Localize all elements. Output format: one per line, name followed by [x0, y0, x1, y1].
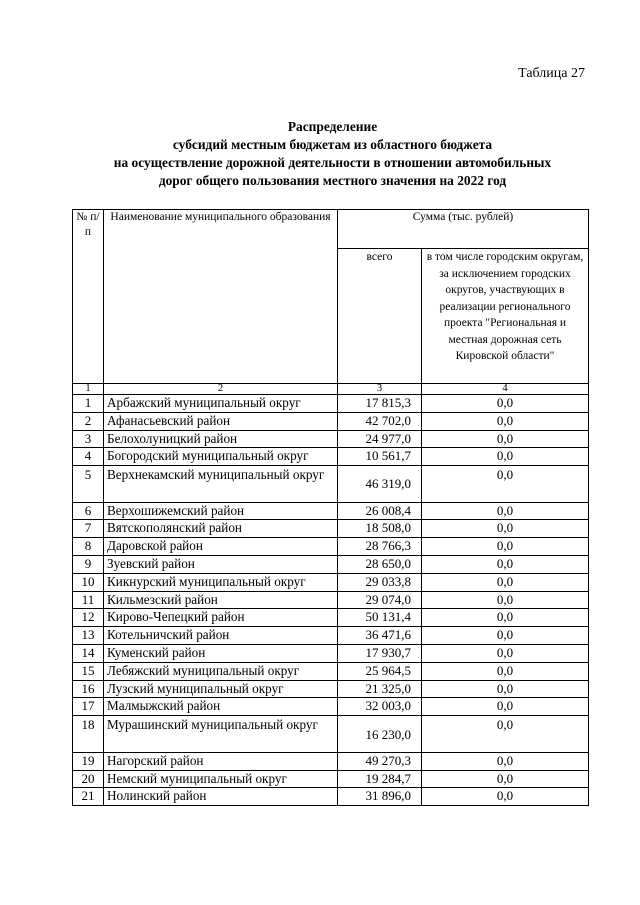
table-row [73, 466, 589, 503]
row-number: 21 [73, 788, 104, 806]
sum-incl: 0,0 [422, 395, 589, 413]
municipality-name: Лебяжский муниципальный округ [104, 662, 338, 680]
title-line: на осуществление дорожной деятельности в отношении автомобильных [113, 155, 552, 170]
column-number: 2 [104, 384, 338, 395]
municipality-name: Богородский муниципальный округ [104, 448, 338, 466]
sum-incl: 0,0 [422, 520, 589, 538]
table-row [73, 520, 589, 538]
table-row [73, 556, 589, 574]
row-number: 5 [73, 466, 104, 503]
sum-incl: 0,0 [422, 466, 589, 503]
row-number: 7 [73, 520, 104, 538]
table-row [73, 662, 589, 680]
table-row [73, 609, 589, 627]
sum-total: 49 270,3 [338, 752, 422, 770]
sum-incl: 0,0 [422, 662, 589, 680]
sum-incl: 0,0 [422, 627, 589, 645]
row-number: 3 [73, 430, 104, 448]
sum-total: 16 230,0 [338, 716, 422, 753]
row-number: 17 [73, 698, 104, 716]
table-label: Таблица 27 [518, 66, 585, 81]
sum-incl: 0,0 [422, 412, 589, 430]
subsidy-table [72, 209, 589, 806]
municipality-name: Афанасьевский район [104, 412, 338, 430]
municipality-name: Арбажский муниципальный округ [104, 395, 338, 413]
row-number: 4 [73, 448, 104, 466]
sum-incl: 0,0 [422, 538, 589, 556]
column-numbers-row [73, 384, 589, 395]
sum-total: 29 074,0 [338, 591, 422, 609]
column-number: 3 [338, 384, 422, 395]
table-row [73, 752, 589, 770]
title-line: дорог общего пользования местного значения на 2022 год [158, 173, 507, 188]
municipality-name: Верхнекамский муниципальный округ [104, 466, 338, 503]
sum-incl: 0,0 [422, 556, 589, 574]
sum-total: 10 561,7 [338, 448, 422, 466]
sum-incl: 0,0 [422, 448, 589, 466]
table-row [73, 645, 589, 663]
header-num: № п/п [73, 210, 104, 384]
row-number: 10 [73, 573, 104, 591]
sum-total: 24 977,0 [338, 430, 422, 448]
sum-total: 28 650,0 [338, 556, 422, 574]
municipality-name: Белохолуницкий район [104, 430, 338, 448]
sum-total: 29 033,8 [338, 573, 422, 591]
municipality-name: Куменский район [104, 645, 338, 663]
header-incl: в том числе городским округам, за исключением городских округов, участвующих в реализации регионального проекта "Региональная и местная дорожная сеть Кировской области" [422, 249, 589, 384]
municipality-name: Нагорский район [104, 752, 338, 770]
table-row [73, 502, 589, 520]
sum-total: 28 766,3 [338, 538, 422, 556]
table-row [73, 680, 589, 698]
table-row [73, 591, 589, 609]
sum-total: 17 930,7 [338, 645, 422, 663]
sum-incl: 0,0 [422, 609, 589, 627]
table-row [73, 770, 589, 788]
table-row [73, 430, 589, 448]
municipality-name: Кикнурский муниципальный округ [104, 573, 338, 591]
sum-incl: 0,0 [422, 591, 589, 609]
table-row [73, 716, 589, 753]
row-number: 2 [73, 412, 104, 430]
municipality-name: Нолинский район [104, 788, 338, 806]
row-number: 8 [73, 538, 104, 556]
row-number: 16 [73, 680, 104, 698]
row-number: 12 [73, 609, 104, 627]
sum-incl: 0,0 [422, 788, 589, 806]
row-number: 14 [73, 645, 104, 663]
column-number: 4 [422, 384, 589, 395]
municipality-name: Кирово-Чепецкий район [104, 609, 338, 627]
sum-incl: 0,0 [422, 502, 589, 520]
sum-total: 46 319,0 [338, 466, 422, 503]
sum-total: 25 964,5 [338, 662, 422, 680]
sum-total: 18 508,0 [338, 520, 422, 538]
sum-incl: 0,0 [422, 645, 589, 663]
municipality-name: Немский муниципальный округ [104, 770, 338, 788]
sum-total: 26 008,4 [338, 502, 422, 520]
document-title [60, 118, 605, 190]
municipality-name: Зуевский район [104, 556, 338, 574]
sum-incl: 0,0 [422, 430, 589, 448]
table-row [73, 788, 589, 806]
municipality-name: Верхошижемский район [104, 502, 338, 520]
sum-total: 36 471,6 [338, 627, 422, 645]
table-row [73, 573, 589, 591]
row-number: 9 [73, 556, 104, 574]
table-row [73, 538, 589, 556]
title-line: субсидий местным бюджетам из областного бюджета [172, 137, 493, 152]
row-number: 19 [73, 752, 104, 770]
sum-total: 31 896,0 [338, 788, 422, 806]
sum-total: 17 815,3 [338, 395, 422, 413]
table-body [73, 395, 589, 806]
sum-incl: 0,0 [422, 698, 589, 716]
municipality-name: Котельничский район [104, 627, 338, 645]
row-number: 11 [73, 591, 104, 609]
sum-incl: 0,0 [422, 770, 589, 788]
sum-incl: 0,0 [422, 680, 589, 698]
row-number: 6 [73, 502, 104, 520]
row-number: 1 [73, 395, 104, 413]
row-number: 18 [73, 716, 104, 753]
municipality-name: Кильмезский район [104, 591, 338, 609]
table-row [73, 395, 589, 413]
header-sum: Сумма (тыс. рублей) [338, 210, 589, 249]
sum-total: 19 284,7 [338, 770, 422, 788]
header-name: Наименование муниципального образования [104, 210, 338, 384]
table-row [73, 698, 589, 716]
municipality-name: Малмыжский район [104, 698, 338, 716]
municipality-name: Даровской район [104, 538, 338, 556]
row-number: 13 [73, 627, 104, 645]
sum-total: 21 325,0 [338, 680, 422, 698]
sum-incl: 0,0 [422, 752, 589, 770]
sum-total: 50 131,4 [338, 609, 422, 627]
column-number: 1 [73, 384, 104, 395]
title-line: Распределение [287, 119, 378, 134]
municipality-name: Вятскополянский район [104, 520, 338, 538]
sum-incl: 0,0 [422, 716, 589, 753]
municipality-name: Мурашинский муниципальный округ [104, 716, 338, 753]
municipality-name: Лузский муниципальный округ [104, 680, 338, 698]
row-number: 20 [73, 770, 104, 788]
sum-total: 32 003,0 [338, 698, 422, 716]
header-total: всего [338, 249, 422, 384]
sum-incl: 0,0 [422, 573, 589, 591]
table-row [73, 412, 589, 430]
row-number: 15 [73, 662, 104, 680]
table-row [73, 627, 589, 645]
sum-total: 42 702,0 [338, 412, 422, 430]
table-row [73, 448, 589, 466]
